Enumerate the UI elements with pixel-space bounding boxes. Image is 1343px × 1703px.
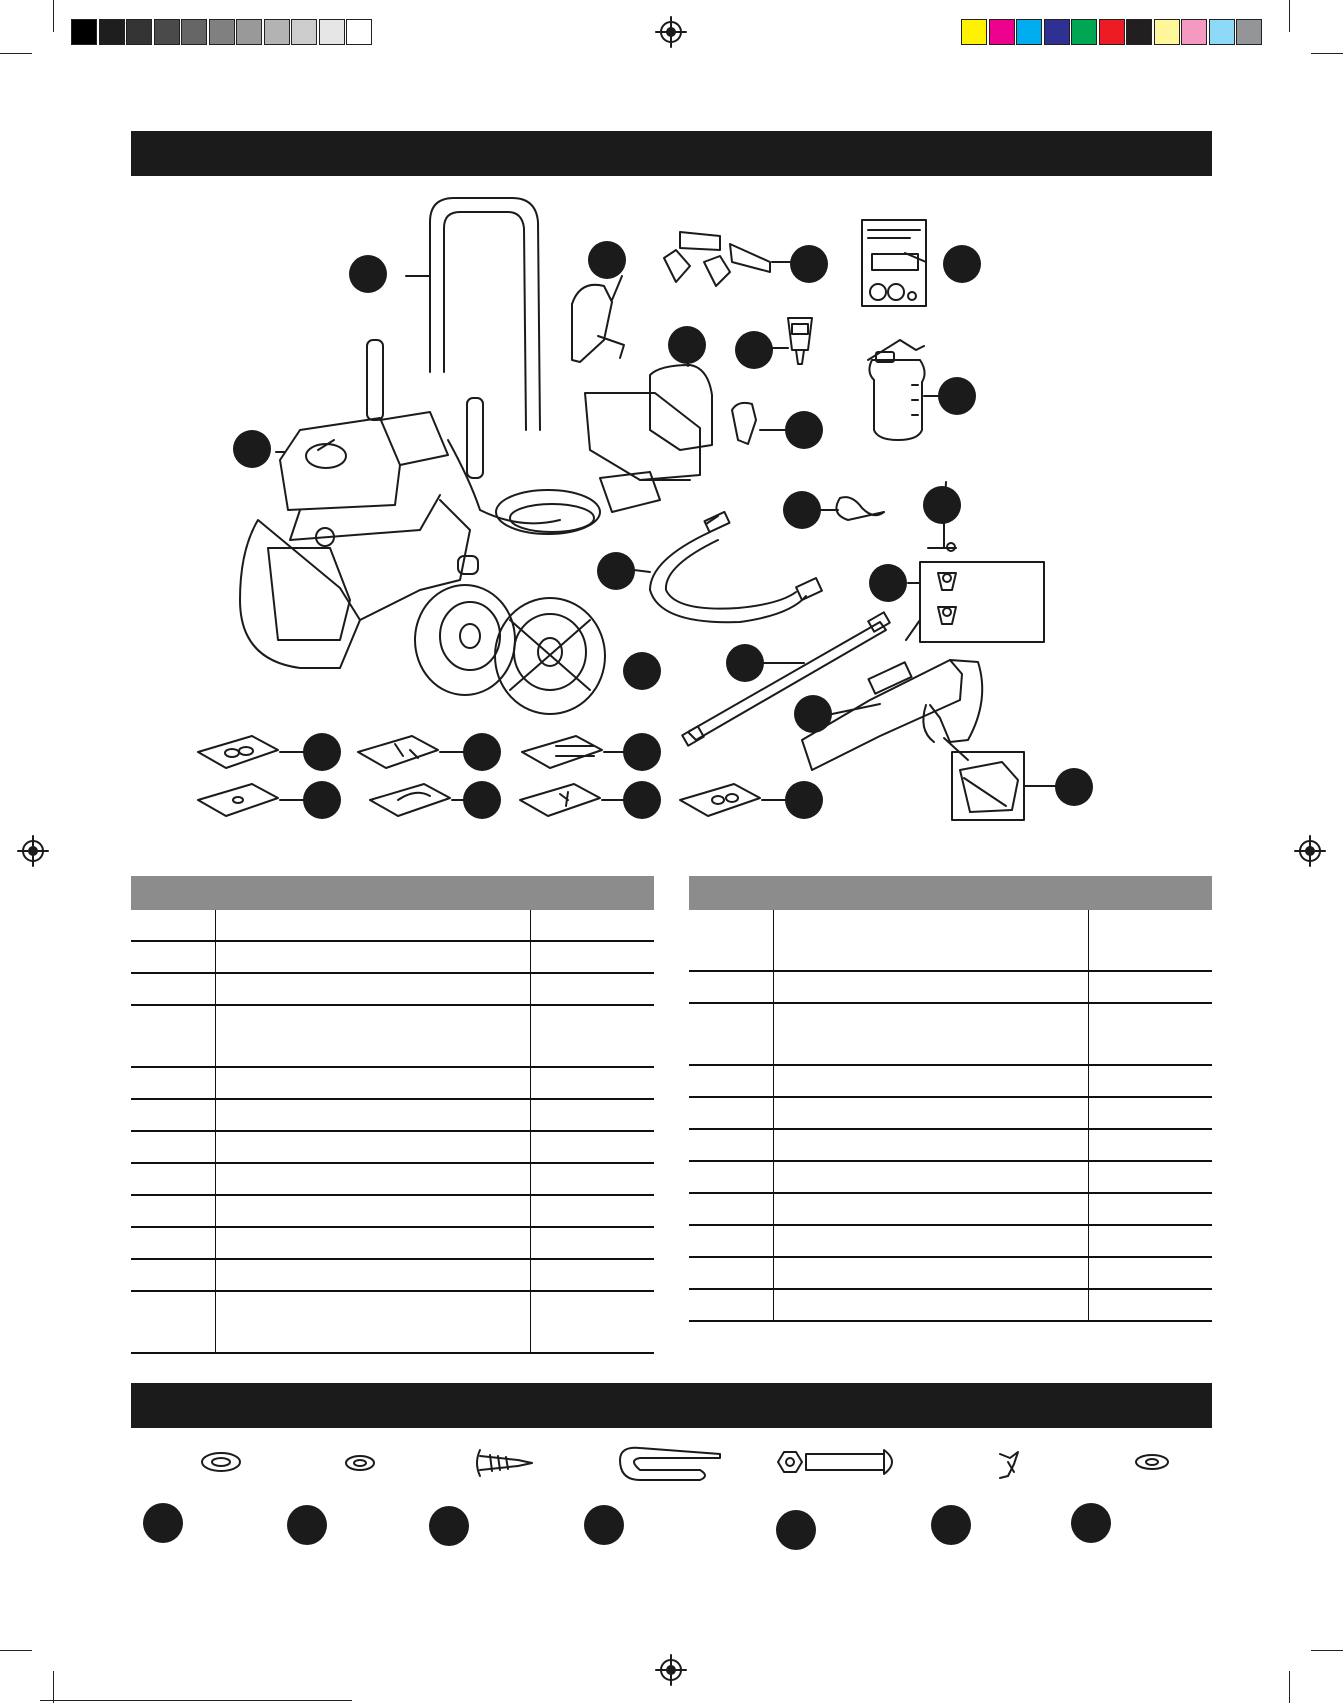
table-cell	[1088, 1065, 1212, 1097]
table-cell	[215, 1227, 530, 1259]
callout-circle-icon	[233, 430, 271, 468]
table-cell	[1088, 1289, 1212, 1321]
table-row	[131, 910, 654, 941]
table-cell	[773, 1289, 1088, 1321]
callout-circle-icon	[943, 245, 981, 283]
table-cell	[689, 1225, 773, 1257]
table-cell	[689, 1193, 773, 1225]
table-cell	[689, 971, 773, 1003]
table-cell	[1088, 1161, 1212, 1193]
table-row	[689, 1097, 1212, 1129]
callout-circle-icon	[584, 1505, 624, 1545]
table-cell	[1088, 1225, 1212, 1257]
table-cell	[215, 1195, 530, 1227]
table-cell	[530, 1195, 654, 1227]
column-header	[689, 876, 773, 910]
soap-tip-illustration	[788, 318, 812, 364]
callout-circle-icon	[303, 781, 341, 819]
table-cell	[689, 1161, 773, 1193]
callout-circle-icon	[623, 652, 661, 690]
table-cell	[131, 1291, 215, 1353]
callout-circle-icon	[794, 695, 832, 733]
callout-circle-icon	[938, 377, 976, 415]
table-cell	[1088, 1193, 1212, 1225]
o-ring-tool-illustration	[928, 520, 956, 551]
table-cell	[530, 941, 654, 973]
table-row	[131, 1259, 654, 1291]
column-header	[131, 876, 215, 910]
table-row	[689, 1289, 1212, 1321]
table-cell	[773, 971, 1088, 1003]
detergent-bottle-illustration	[868, 340, 925, 440]
table-cell	[689, 910, 773, 971]
table-cell	[773, 1129, 1088, 1161]
column-header	[773, 876, 1088, 910]
table-cell	[215, 1163, 530, 1195]
table-cell	[530, 1099, 654, 1131]
table-row	[131, 1067, 654, 1099]
quick-connect-illustration	[944, 738, 1024, 820]
table-cell	[131, 973, 215, 1005]
callout-circle-icon	[588, 241, 626, 279]
table-cell	[689, 1257, 773, 1289]
table-cell	[530, 1005, 654, 1067]
gun-holder-illustration	[572, 285, 712, 480]
callout-circle-icon	[303, 733, 341, 771]
table-row	[689, 910, 1212, 971]
table-row	[131, 1163, 654, 1195]
table-cell	[689, 1129, 773, 1161]
callout-circle-icon	[735, 331, 773, 369]
handle-illustration	[406, 198, 540, 430]
table-row	[131, 1291, 654, 1353]
pressure-washer-illustration	[240, 340, 660, 668]
parts-table-right	[689, 876, 1212, 1322]
table-cell	[1088, 1097, 1212, 1129]
table-row	[131, 941, 654, 973]
table-cell	[689, 1097, 773, 1129]
callout-circle-icon	[287, 1505, 327, 1545]
table-cell	[215, 1291, 530, 1353]
table-row	[131, 973, 654, 1005]
table-cell	[689, 1065, 773, 1097]
callout-circle-icon	[776, 1510, 816, 1550]
table-cell	[131, 1195, 215, 1227]
column-header	[1088, 876, 1212, 910]
table-row	[689, 1129, 1212, 1161]
large-washer-icon	[202, 1453, 240, 1471]
table-cell	[530, 1067, 654, 1099]
table-row	[689, 971, 1212, 1003]
wing-bolt-icon	[1000, 1452, 1018, 1478]
table-cell	[1088, 1257, 1212, 1289]
small-washer-icon	[346, 1456, 374, 1470]
callout-circle-icon	[463, 733, 501, 771]
table-cell	[530, 1163, 654, 1195]
table-cell	[131, 1067, 215, 1099]
callout-circle-icon	[597, 552, 635, 590]
table-cell	[1088, 910, 1212, 971]
table-row	[131, 1227, 654, 1259]
table-cell	[773, 1193, 1088, 1225]
table-cell	[215, 1099, 530, 1131]
nozzle-tips-illustration	[920, 562, 1044, 642]
table-cell	[530, 1291, 654, 1353]
table-cell	[773, 1225, 1088, 1257]
trim-line	[40, 1700, 352, 1701]
table-cell	[530, 910, 654, 941]
callout-circle-icon	[783, 491, 821, 529]
wand-illustration	[682, 612, 890, 745]
column-header	[530, 876, 654, 910]
callout-circle-icon	[349, 255, 387, 293]
table-cell	[773, 1161, 1088, 1193]
callout-circle-icon	[429, 1506, 469, 1546]
table-row	[689, 1065, 1212, 1097]
registration-mark-icon	[656, 1655, 686, 1685]
table-cell	[131, 910, 215, 941]
callout-circle-icon	[726, 644, 764, 682]
table-cell	[215, 910, 530, 941]
table-row	[689, 1225, 1212, 1257]
table-cell	[131, 1163, 215, 1195]
table-row	[689, 1193, 1212, 1225]
callout-circle-icon	[463, 781, 501, 819]
screw-icon	[477, 1450, 532, 1476]
table-cell	[773, 1257, 1088, 1289]
registration-mark-icon	[1295, 836, 1325, 866]
table-cell	[1088, 1003, 1212, 1065]
flat-washer-icon	[1136, 1455, 1168, 1469]
high-pressure-hose-illustration	[650, 512, 822, 622]
table-cell	[1088, 971, 1212, 1003]
table-cell	[131, 1227, 215, 1259]
table-cell	[131, 1131, 215, 1163]
wheels-illustration	[415, 585, 605, 714]
callout-circle-icon	[785, 411, 823, 449]
table-row	[689, 1257, 1212, 1289]
table-cell	[773, 1065, 1088, 1097]
table-cell	[530, 973, 654, 1005]
callout-circle-icon	[623, 781, 661, 819]
table-row	[131, 1195, 654, 1227]
callout-circle-icon	[931, 1505, 971, 1545]
table-cell	[131, 1005, 215, 1067]
table-cell	[530, 1227, 654, 1259]
table-cell	[773, 910, 1088, 971]
table-cell	[215, 1259, 530, 1291]
callout-circle-icon	[785, 781, 823, 819]
registration-mark-icon	[18, 836, 48, 866]
table-cell	[1088, 1129, 1212, 1161]
table-cell	[215, 1131, 530, 1163]
table-cell	[215, 1067, 530, 1099]
manual-illustration	[862, 220, 926, 306]
table-row	[689, 1003, 1212, 1065]
table-cell	[773, 1003, 1088, 1065]
callout-circle-icon	[869, 564, 907, 602]
callout-circle-icon	[790, 245, 828, 283]
table-cell	[530, 1259, 654, 1291]
table-row	[131, 1005, 654, 1067]
table-cell	[530, 1131, 654, 1163]
hairpin-clip-icon	[620, 1448, 720, 1480]
nozzle-clips-illustration	[664, 232, 770, 286]
table-row	[131, 1131, 654, 1163]
callout-circle-icon	[1055, 768, 1093, 806]
table-cell	[215, 1005, 530, 1067]
bolt-and-nut-icon	[778, 1450, 892, 1474]
table-cell	[689, 1289, 773, 1321]
table-cell	[215, 941, 530, 973]
callout-circle-icon	[143, 1503, 183, 1543]
callout-circle-icon	[923, 486, 961, 524]
parts-table-left	[131, 876, 654, 1354]
table-cell	[131, 1099, 215, 1131]
callout-circle-icon	[668, 326, 706, 364]
table-cell	[131, 1259, 215, 1291]
table-cell	[773, 1097, 1088, 1129]
column-header	[215, 876, 530, 910]
table-cell	[215, 973, 530, 1005]
table-cell	[131, 941, 215, 973]
table-row	[689, 1161, 1212, 1193]
table-cell	[689, 1003, 773, 1065]
registration-mark-icon	[656, 17, 686, 47]
callout-circle-icon	[1071, 1503, 1111, 1543]
table-row	[131, 1099, 654, 1131]
callout-circle-icon	[623, 733, 661, 771]
